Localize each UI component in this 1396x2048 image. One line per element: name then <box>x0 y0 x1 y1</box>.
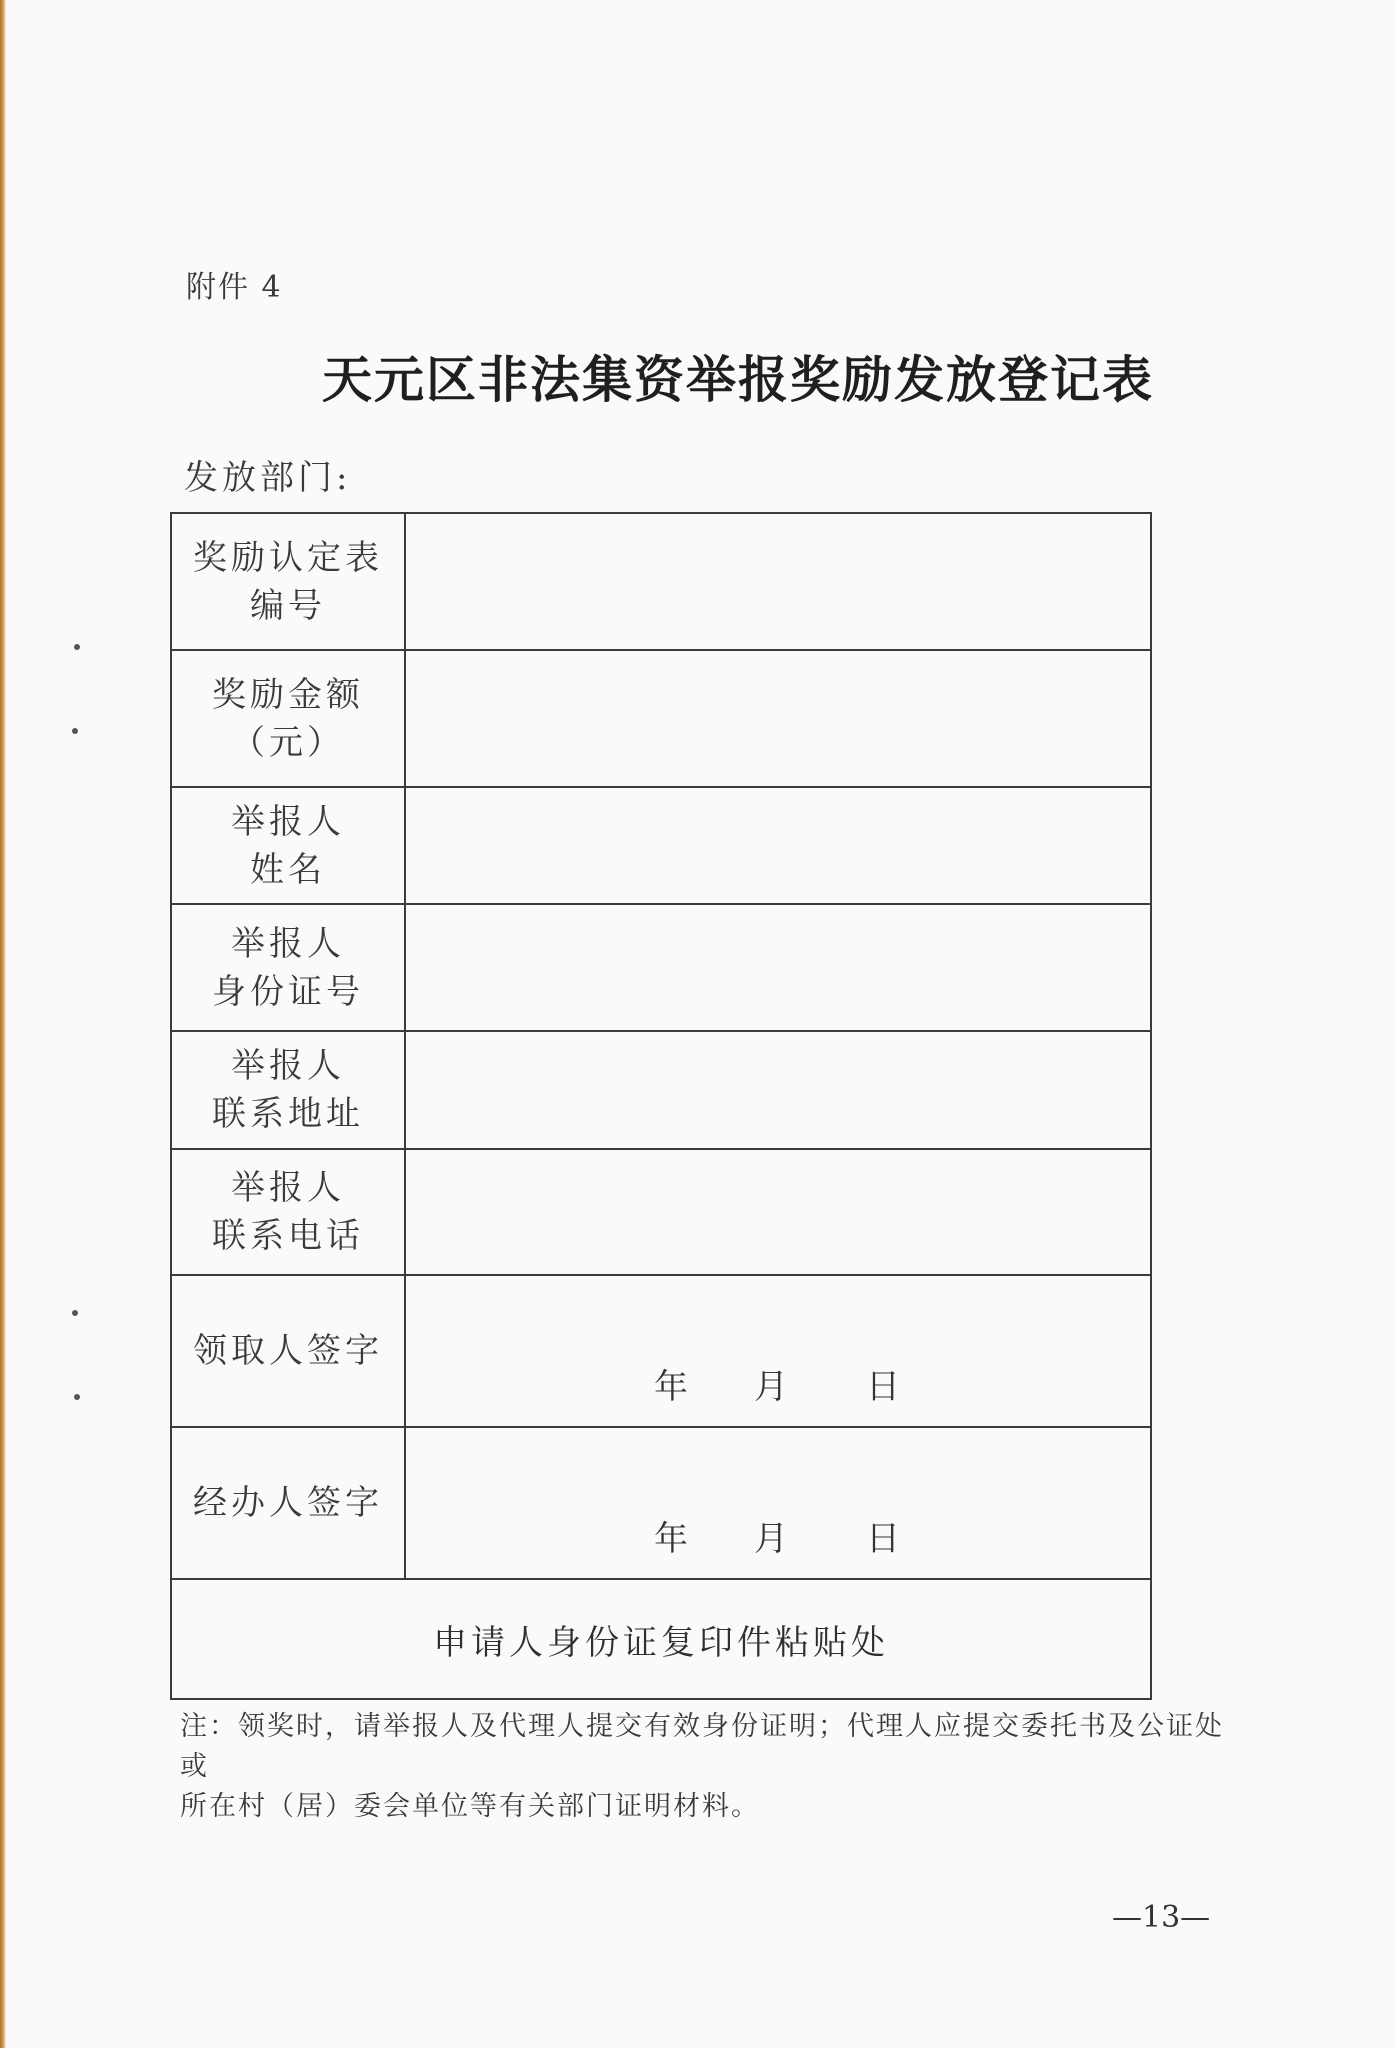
footnote-line: 所在村（居）委会单位等有关部门证明材料。 <box>180 1791 760 1822</box>
binding-mark <box>74 644 80 650</box>
date-year: 年 <box>654 1367 688 1407</box>
award-form-number-field[interactable] <box>405 513 1151 650</box>
signature-date <box>654 1359 900 1408</box>
signature-date <box>654 1511 900 1560</box>
label-line: 举报人 <box>231 801 345 842</box>
label-line: 编号 <box>250 585 326 626</box>
form-row <box>171 513 1151 650</box>
award-amount-field[interactable] <box>405 650 1151 787</box>
label-line: 举报人 <box>231 1046 345 1086</box>
label-line: 联系地址 <box>212 1094 364 1134</box>
id-copy-paste-area[interactable]: 申请人身份证复印件粘贴处 <box>171 1579 1151 1699</box>
row-label <box>171 787 405 904</box>
label-line: 奖励金额 <box>212 674 364 715</box>
registration-form-table <box>170 512 1152 1700</box>
form-row <box>171 650 1151 787</box>
label-line: 身份证号 <box>212 971 364 1012</box>
date-month: 月 <box>754 1367 788 1407</box>
form-row <box>171 787 1151 904</box>
reporter-address-field[interactable] <box>405 1031 1151 1149</box>
label-line: 联系电话 <box>212 1216 364 1256</box>
form-row <box>171 1149 1151 1275</box>
page-number: —13— <box>1112 1900 1211 1935</box>
label-line: 领取人签字 <box>193 1331 383 1371</box>
label-line: 姓名 <box>250 849 326 890</box>
reporter-phone-field[interactable] <box>405 1149 1151 1275</box>
form-row <box>171 1275 1151 1427</box>
date-day: 日 <box>866 1519 900 1559</box>
label-line: 经办人签字 <box>193 1483 383 1523</box>
row-label <box>171 1427 405 1579</box>
form-row <box>171 1427 1151 1579</box>
form-row <box>171 1031 1151 1149</box>
date-month: 月 <box>754 1519 788 1559</box>
reporter-name-field[interactable] <box>405 787 1151 904</box>
binding-mark <box>72 1310 78 1316</box>
label-line: （元） <box>231 722 345 763</box>
paper-edge <box>0 0 6 2048</box>
recipient-signature-field[interactable] <box>405 1275 1151 1427</box>
page-title: 天元区非法集资举报奖励发放登记表 <box>322 350 1154 409</box>
form-row <box>171 904 1151 1031</box>
date-year: 年 <box>654 1519 688 1559</box>
label-line: 奖励认定表 <box>193 537 383 578</box>
issuing-department-label: 发放部门: <box>184 458 352 498</box>
label-line: 举报人 <box>231 923 345 964</box>
row-label <box>171 513 405 650</box>
handler-signature-field[interactable] <box>405 1427 1151 1579</box>
footnote-line: 注：领奖时，请举报人及代理人提交有效身份证明；代理人应提交委托书及公证处或 <box>180 1711 1224 1782</box>
binding-mark <box>72 728 78 734</box>
form-row <box>171 1579 1151 1699</box>
attachment-label: 附件 4 <box>186 270 283 305</box>
date-day: 日 <box>866 1367 900 1407</box>
row-label <box>171 904 405 1031</box>
footnote <box>180 1707 1230 1827</box>
row-label <box>171 1275 405 1427</box>
row-label <box>171 1031 405 1149</box>
reporter-id-number-field[interactable] <box>405 904 1151 1031</box>
row-label <box>171 650 405 787</box>
binding-mark <box>74 1394 80 1400</box>
row-label <box>171 1149 405 1275</box>
label-line: 举报人 <box>231 1168 345 1208</box>
